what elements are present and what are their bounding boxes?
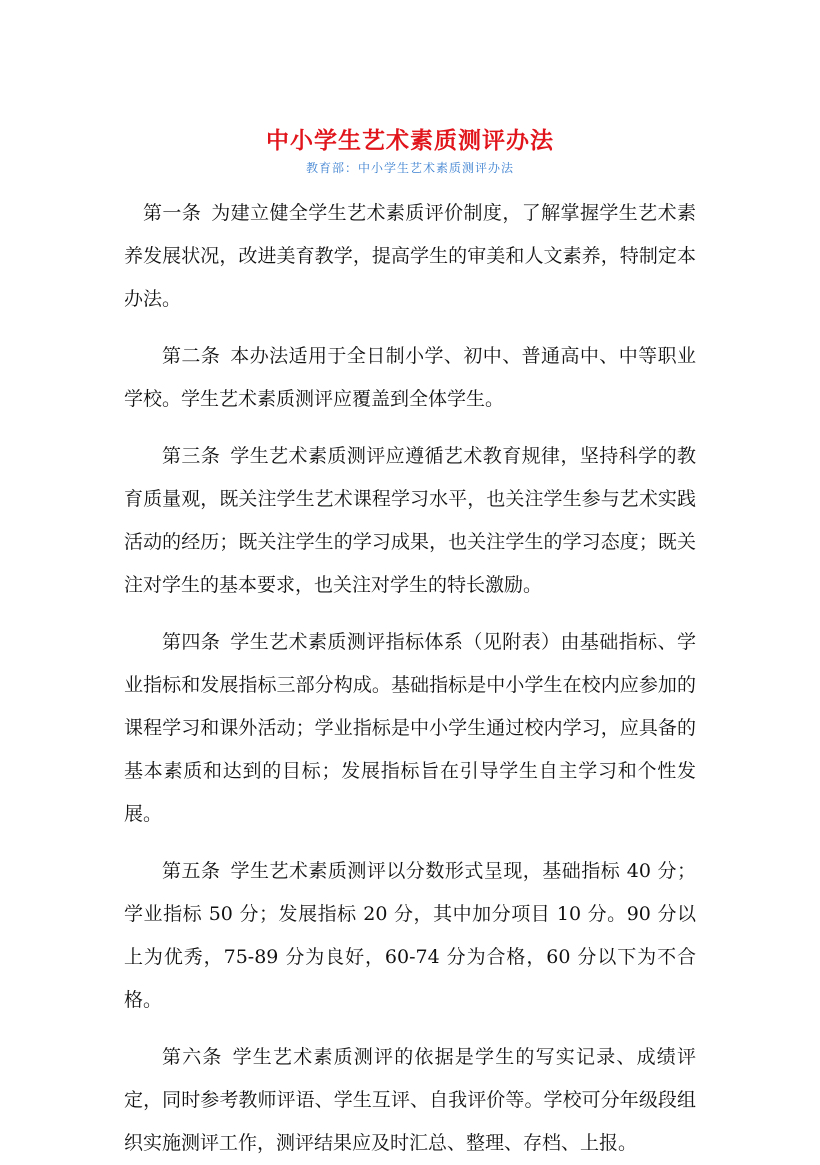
article-2 [124, 335, 696, 421]
article-2-text: 本办法适用于全日制小学、初中、普通高中、中等职业学校。学生艺术素质测评应覆盖到全体学生。 [124, 345, 696, 410]
article-1 [124, 192, 696, 321]
article-2-number: 第二条 [162, 345, 221, 367]
article-3-number: 第三条 [162, 445, 221, 467]
article-6-number: 第六条 [162, 1046, 223, 1068]
article-4-text: 学生艺术素质测评指标体系（见附表）由基础指标、学业指标和发展指标三部分构成。基础指标是中小学生在校内应参加的课程学习和课外活动；学业指标是中小学生通过校内学习，应具备的基本素质和达到的目标；发展指标旨在引导学生自主学习和个性发展。 [124, 631, 696, 825]
article-5 [124, 850, 696, 1022]
document-title: 中小学生艺术素质测评办法 [266, 128, 554, 154]
article-4 [124, 621, 696, 836]
document-subtitle: 教育部：中小学生艺术素质测评办法 [305, 161, 514, 175]
article-4-number: 第四条 [162, 631, 221, 653]
article-5-number: 第五条 [162, 860, 221, 882]
article-6-text: 学生艺术素质测评的依据是学生的写实记录、成绩评定，同时参考教师评语、学生互评、自我评价等。学校可分年级段组织实施测评工作，测评结果应及时汇总、整理、存档、上报。 [124, 1046, 696, 1154]
article-1-number: 第一条 [143, 202, 202, 224]
article-1-text: 为建立健全学生艺术素质评价制度，了解掌握学生艺术素养发展状况，改进美育教学，提高学生的审美和人文素养，特制定本办法。 [124, 202, 696, 310]
article-5-text: 学生艺术素质测评以分数形式呈现，基础指标 40 分；学业指标 50 分；发展指标 20 分，其中加分项目 10 分。90 分以上为优秀，75-89 分为良好，60-74 分为合格，60 分以下为不合格。 [124, 860, 696, 1011]
article-3 [124, 435, 696, 607]
article-6 [124, 1036, 696, 1165]
document-body [124, 192, 696, 1165]
article-3-text: 学生艺术素质测评应遵循艺术教育规律，坚持科学的教育质量观，既关注学生艺术课程学习水平，也关注学生参与艺术实践活动的经历；既关注学生的学习成果，也关注学生的学习态度；既关注对学生的基本要求，也关注对学生的特长激励。 [124, 445, 696, 596]
